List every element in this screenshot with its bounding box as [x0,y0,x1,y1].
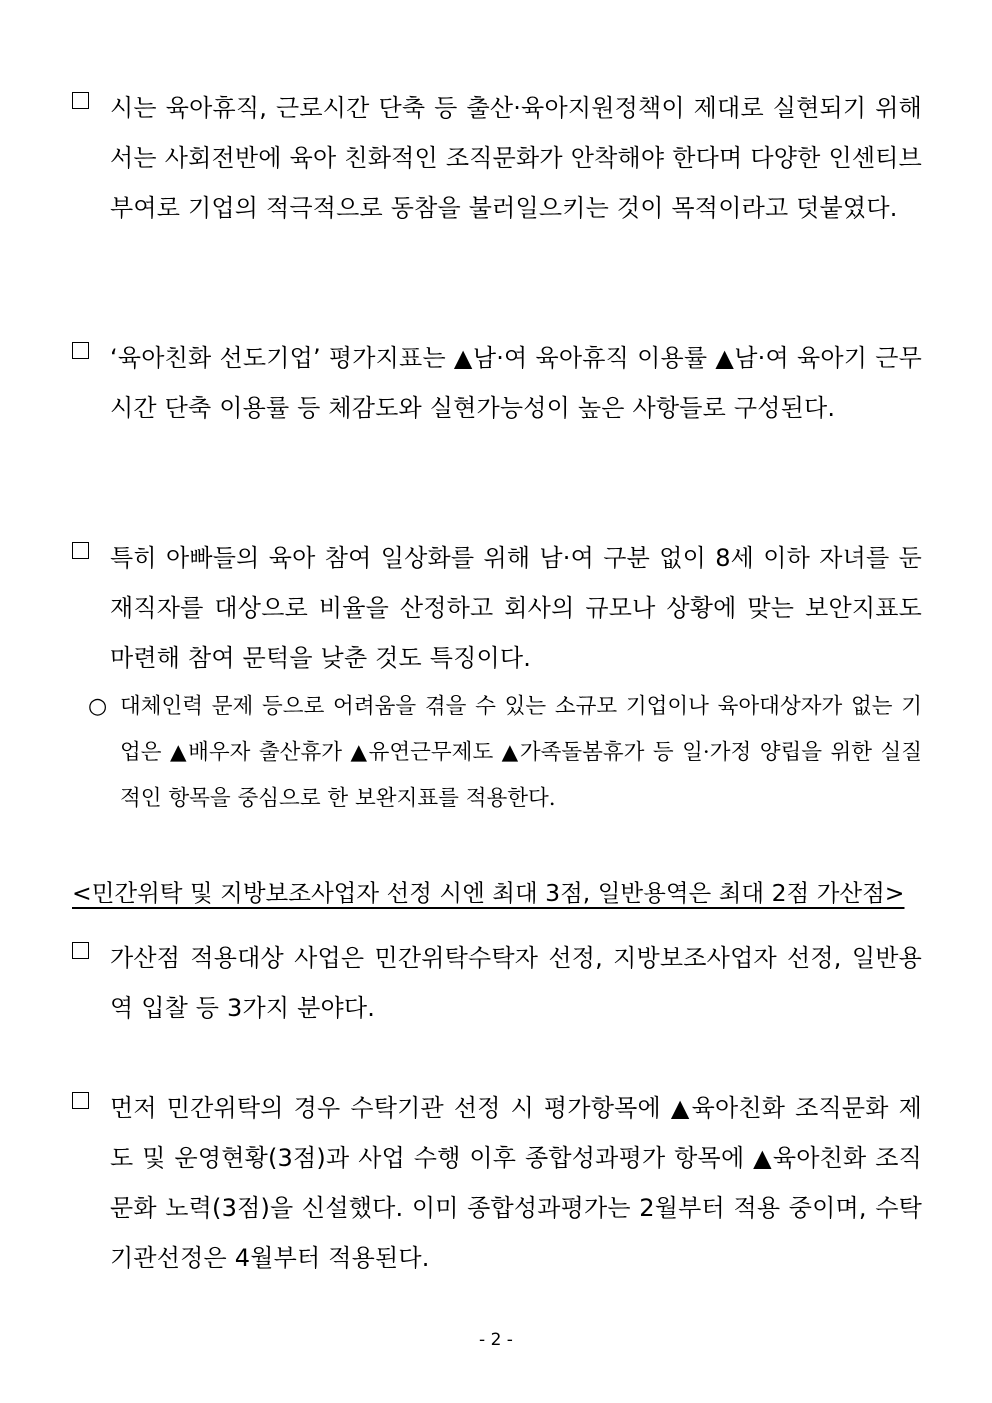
paragraph-text: ‘육아친화 선도기업’ 평가지표는 ▲남·여 육아휴직 이용률 ▲남·여 육아기 근무시간 단축 이용률 등 체감도와 실현가능성이 높은 사항들로 구성된다. [110,344,922,422]
sub-item-text: 대체인력 문제 등으로 어려움을 겪을 수 있는 소규모 기업이나 육아대상자가 없는 기업은 ▲배우자 출산휴가 ▲유연근무제도 ▲가족돌봄휴가 등 일·가정 양립을 위한 실질적인 항목을 중심으로 한 보완지표를 적용한다. [120,694,922,811]
square-bullet-icon [72,942,89,959]
paragraph-text: 가산점 적용대상 사업은 민간위탁수탁자 선정, 지방보조사업자 선정, 일반용역 입찰 등 3가지 분야다. [110,944,922,1022]
circle-bullet-icon: ○ [88,694,108,719]
page-number: - 2 - [479,1330,513,1350]
paragraph-4 [72,933,922,1033]
paragraph-1 [72,83,922,233]
paragraph-3 [72,533,922,683]
square-bullet-icon [72,1092,89,1109]
section-heading-text: <민간위탁 및 지방보조사업자 선정 시엔 최대 3점, 일반용역은 최대 2점 가산점> [72,879,905,907]
paragraph-text: 시는 육아휴직, 근로시간 단축 등 출산·육아지원정책이 제대로 실현되기 위해서는 사회전반에 육아 친화적인 조직문화가 안착해야 한다며 다양한 인센티브 부여로 기업의 적극적으로 동참을 불러일으키는 것이 목적이라고 덧붙였다. [110,94,922,222]
sub-item [88,684,922,822]
paragraph-text: 특히 아빠들의 육아 참여 일상화를 위해 남·여 구분 없이 8세 이하 자녀를 둔 재직자를 대상으로 비율을 산정하고 회사의 규모나 상황에 맞는 보안지표도 마련해 참여 문턱을 낮춘 것도 특징이다. [110,544,922,672]
paragraph-5 [72,1083,922,1283]
square-bullet-icon [72,542,89,559]
paragraph-2 [72,333,922,433]
square-bullet-icon [72,342,89,359]
paragraph-text: 먼저 민간위탁의 경우 수탁기관 선정 시 평가항목에 ▲육아친화 조직문화 제도 및 운영현황(3점)과 사업 수행 이후 종합성과평가 항목에 ▲육아친화 조직문화 노력(3점)을 신설했다. 이미 종합성과평가는 2월부터 적용 중이며, 수탁기관선정은 4월부터 적용된다. [110,1094,922,1272]
section-heading [72,871,922,915]
square-bullet-icon [72,92,89,109]
